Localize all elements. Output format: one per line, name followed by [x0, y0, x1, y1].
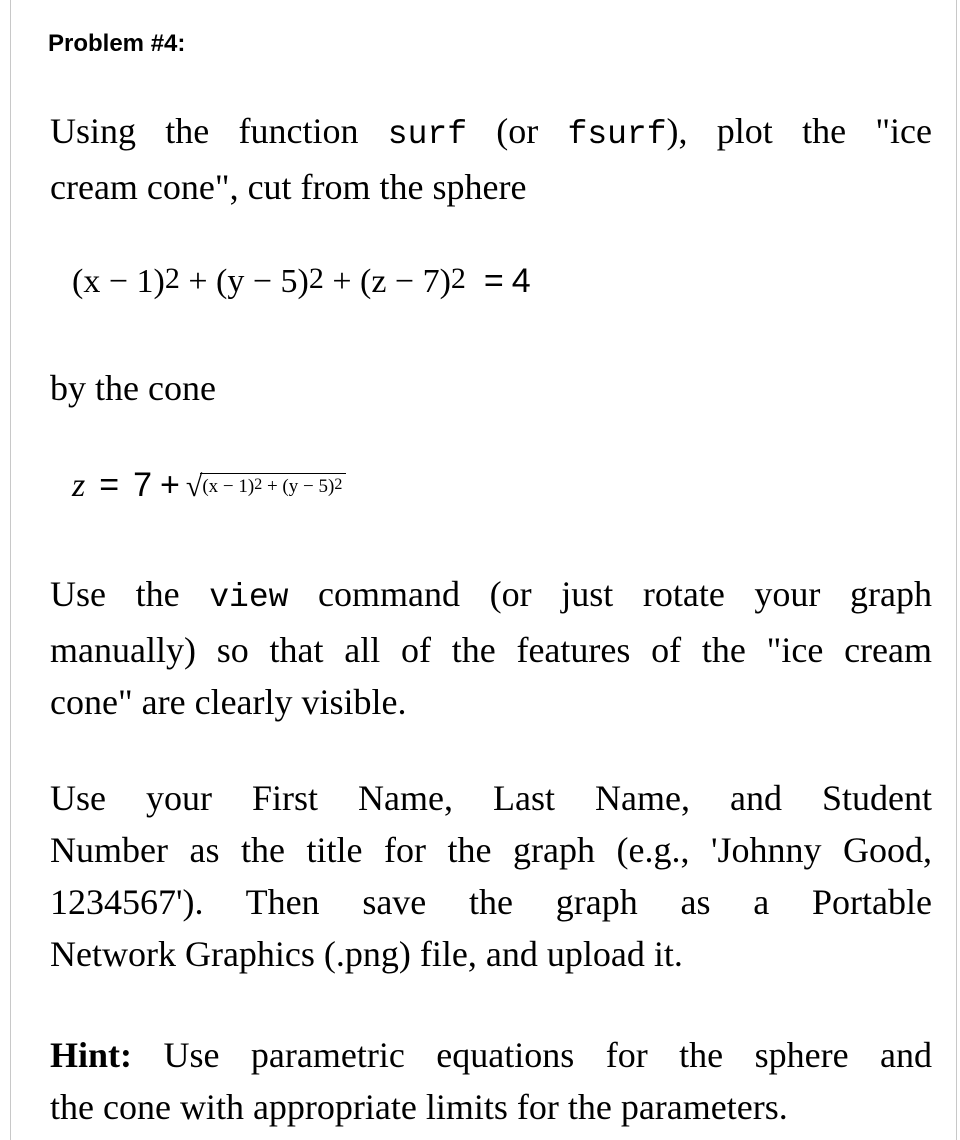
sphere-term-y: + (y − 5)	[179, 263, 309, 300]
radicand-term-x: (x − 1)	[202, 476, 255, 497]
cone-lhs: z	[72, 467, 86, 504]
hint-paragraph	[50, 1029, 932, 1133]
intro-text-3: ), plot the "ice	[666, 111, 932, 151]
hint-label: Hint:	[50, 1035, 133, 1075]
view-line-2: manually) so that all of the features of the "ice cream	[50, 630, 932, 670]
radicand-term-y: + (y − 5)	[262, 476, 335, 497]
view-paragraph	[50, 568, 932, 728]
exponent-y: 2	[308, 262, 324, 295]
title-line-2: Number as the title for the graph (e.g., 'Johnny Good,	[50, 830, 932, 870]
hint-text-1: Use parametric equations for the sphere and	[132, 1035, 932, 1075]
cone-plus-sign: +	[160, 466, 180, 504]
view-text-2: command (or just rotate your graph	[288, 574, 933, 614]
cone-equals-sign: =	[99, 466, 120, 504]
view-line-1	[50, 568, 932, 624]
radicand-exponent-x: 2	[254, 476, 263, 493]
radicand-exponent-y: 2	[334, 476, 343, 493]
square-root	[186, 467, 346, 505]
hint-line-1	[50, 1029, 932, 1081]
problem-heading: Problem #4:	[48, 30, 186, 57]
sphere-term-z: + (z − 7)	[323, 263, 451, 300]
code-fsurf: fsurf	[567, 116, 667, 153]
hint-line-2: the cone with appropriate limits for the parameters.	[50, 1087, 788, 1127]
title-paragraph	[50, 772, 932, 980]
cone-intro: by the cone	[50, 368, 216, 408]
equals-sign: =	[483, 262, 504, 300]
radicand	[200, 473, 346, 498]
sphere-rhs: 4	[511, 262, 531, 300]
cone-equation	[72, 466, 346, 505]
intro-text-1: Using the function	[50, 111, 388, 151]
title-line-3: 1234567'). Then save the graph as a Portable	[50, 882, 932, 922]
title-line-1: Use your First Name, Last Name, and Student	[50, 778, 932, 818]
sphere-term-x: (x − 1)	[72, 263, 165, 300]
code-surf: surf	[387, 116, 467, 153]
intro-line-2: cream cone", cut from the sphere	[50, 167, 527, 207]
cone-constant: 7	[133, 466, 153, 504]
sphere-equation	[72, 262, 531, 301]
radical-sign: √	[185, 470, 203, 503]
intro-paragraph	[50, 105, 932, 213]
view-line-3: cone" are clearly visible.	[50, 682, 407, 722]
exponent-z: 2	[450, 262, 466, 295]
code-view: view	[209, 579, 289, 616]
intro-text-2: (or	[467, 111, 568, 151]
intro-line-1	[50, 105, 932, 161]
exponent-x: 2	[164, 262, 180, 295]
view-text-1: Use the	[50, 574, 210, 614]
title-line-4: Network Graphics (.png) file, and upload it.	[50, 934, 683, 974]
